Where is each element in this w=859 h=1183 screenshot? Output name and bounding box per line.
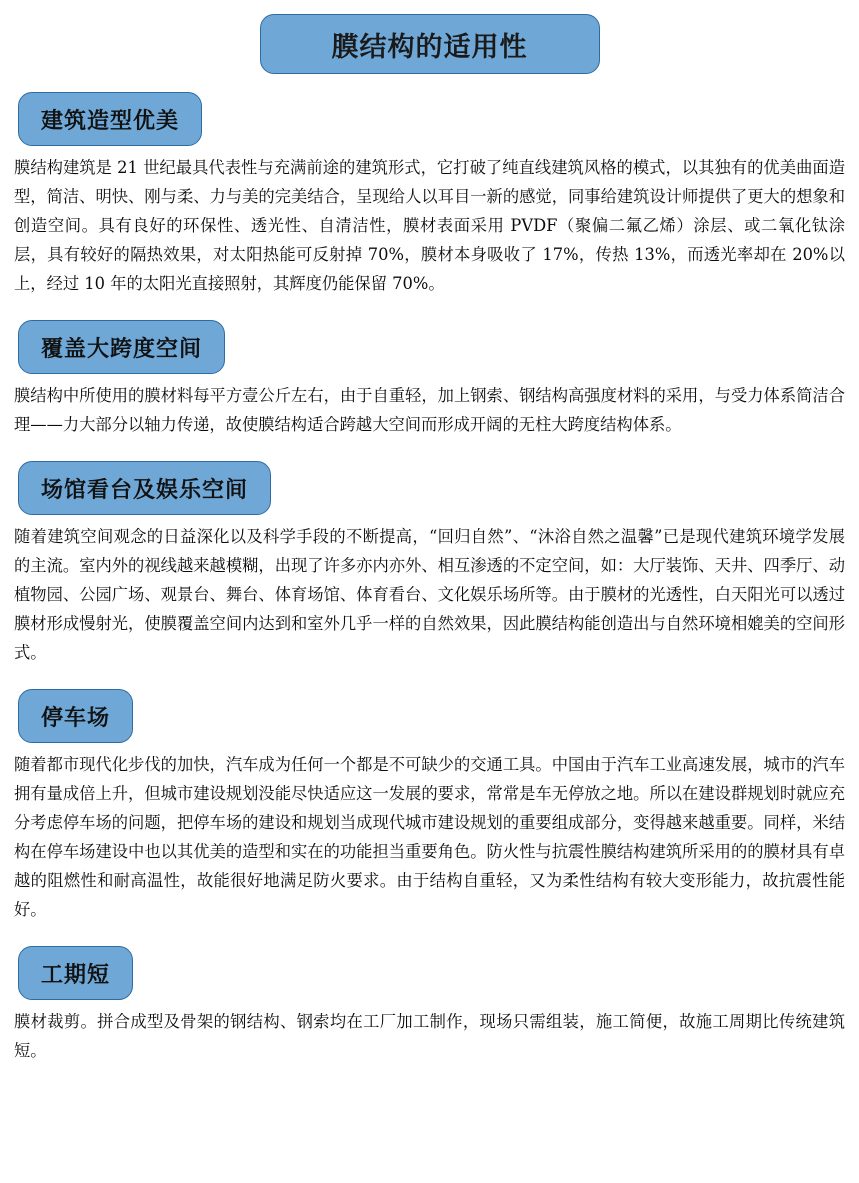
section-body-architectural-beauty: 膜结构建筑是 21 世纪最具代表性与充满前途的建筑形式，它打破了纯直线建筑风格的模式，以其独有的优美曲面造型，简洁、明快、刚与柔、力与美的完美结合，呈现给人以耳目一新的感觉，同事给建筑设计师提供了更大的想象和创造空间。具有良好的环保性、透光性、自清洁性，膜材表面采用 PVDF（聚偏二氟乙烯）涂层、或二氧化钛涂层，具有较好的隔热效果，对太阳热能可反射掉 70%，膜材本身吸收了 17%，传热 13%，而透光率却在 20%以上，经过 10 年的太阳光直接照射，其辉度仍能保留 70%。 <box>14 158 845 293</box>
section-body-parking-lot: 随着都市现代化步伐的加快，汽车成为任何一个都是不可缺少的交通工具。中国由于汽车工业高速发展，城市的汽车拥有量成倍上升，但城市建设规划没能尽快适应这一发展的要求，常常是车无停放之地。所以在建设群规划时就应充分考虑停车场的问题，把停车场的建设和规划当成现代城市建设规划的重要组成部分，变得越来越重要。同样，米结构在停车场建设中也以其优美的造型和实在的功能担当重要角色。防火性与抗震性膜结构建筑所采用的的膜材具有卓越的阻燃性和耐高温性，故能很好地满足防火要求。由于结构自重轻，又为柔性结构有较大变形能力，故抗震性能好。 <box>14 755 845 919</box>
section-body-short-construction-period: 膜材裁剪。拼合成型及骨架的钢结构、钢索均在工厂加工制作，现场只需组装，施工简便，故施工周期比传统建筑短。 <box>14 1012 845 1060</box>
section-heading-short-construction-period <box>18 946 133 1000</box>
section-heading-label: 停车场 <box>41 705 111 731</box>
section-body-venue-stands-entertainment: 随着建筑空间观念的日益深化以及科学手段的不断提高，“回归自然”、“沐浴自然之温馨”已是现代建筑环境学发展的主流。室内外的视线越来越模糊，出现了许多亦内亦外、相互渗透的不定空间，如：大厅装饰、天井、四季厅、动植物园、公园广场、观景台、舞台、体育场馆、体育看台、文化娱乐场所等。由于膜材的光透性，白天阳光可以透过膜材形成慢射光，使膜覆盖空间内达到和室外几乎一样的自然效果，因此膜结构能创造出与自然环境相媲美的空间形式。 <box>14 527 845 662</box>
section-heading-label: 工期短 <box>41 962 111 988</box>
section-heading-architectural-beauty <box>18 92 202 146</box>
section-heading-large-span-coverage <box>18 320 225 374</box>
section-architectural-beauty <box>12 92 847 298</box>
section-venue-stands-entertainment <box>12 461 847 667</box>
section-heading-label: 场馆看台及娱乐空间 <box>41 477 249 503</box>
section-heading-venue-stands-entertainment <box>18 461 271 515</box>
document-title-box <box>260 14 600 74</box>
section-parking-lot <box>12 689 847 924</box>
section-heading-label: 建筑造型优美 <box>41 108 180 134</box>
section-heading-parking-lot <box>18 689 133 743</box>
section-large-span-coverage <box>12 320 847 439</box>
section-body-large-span-coverage: 膜结构中所使用的膜材料每平方壹公斤左右，由于自重轻，加上钢索、钢结构高强度材料的采用，与受力体系简洁合理——力大部分以轴力传递，故使膜结构适合跨越大空间而形成开阔的无柱大跨度结构体系。 <box>14 386 845 434</box>
document-title-wrap <box>12 0 847 74</box>
page-title: 膜结构的适用性 <box>331 31 528 63</box>
section-short-construction-period <box>12 946 847 1065</box>
section-heading-label: 覆盖大跨度空间 <box>41 336 203 362</box>
